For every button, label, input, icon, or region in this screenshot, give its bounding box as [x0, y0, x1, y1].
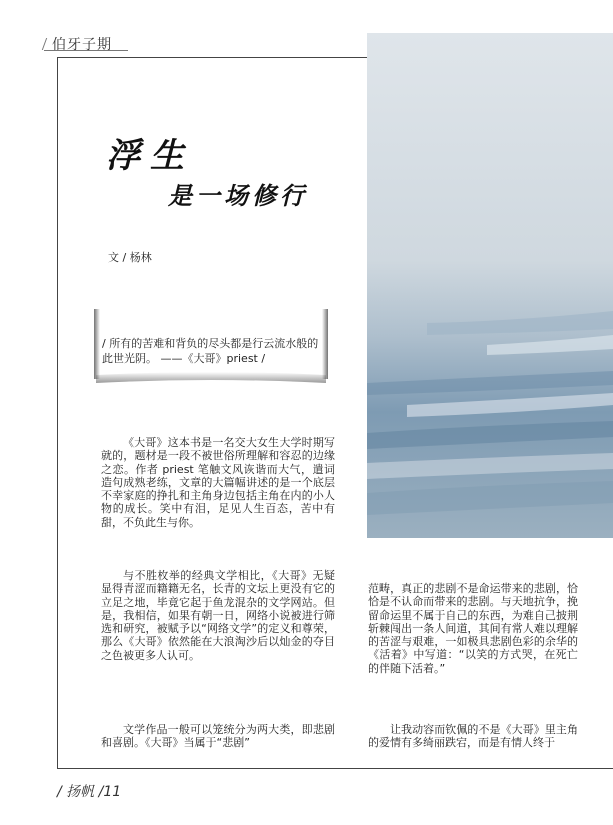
body-paragraph: 与不胜枚举的经典文学相比，《大哥》无疑显得青涩而籍籍无名，长青的文坛上更没有它的立足之地，毕竟它起于鱼龙混杂的文学网站。但是，我相信，如果有朝一日，网络小说被进行筛选和研究，被赋予以“网络文学”的定义和尊荣，那么《大哥》依然能在大浪淘沙后以灿金的夺目之色被更多人认可。	[101, 569, 335, 662]
body-paragraph: 范畴，真正的悲剧不是命运带来的悲剧，恰恰是不认命而带来的悲剧。与天地抗争，挽留命运里不属于自己的东西，为难自己披荆斩棘闯出一条人间道，其间有常人难以理解的苦涩与艰难，一如极具悲剧色彩的余华的《活着》中写道：“以笑的方式哭，在死亡的伴随下活着。”	[368, 582, 578, 675]
pullquote-text: / 所有的苦难和背负的尽头都是行云流水般的此世光阴。 ——《大哥》priest /	[102, 337, 319, 365]
sea-photo	[367, 33, 613, 538]
body-column-left-3	[101, 723, 335, 750]
body-paragraph: 《大哥》这本书是一名交大女生大学时期写就的，题材是一段不被世俗所理解和容忍的边缘之恋。作者 priest 笔触文风诙谐而大气，遣词造句成熟老练，文章的大篇幅讲述的是一个底层不幸家庭的挣扎和主角身边包括主角在内的小人物的成长。笑中有泪，足见人生百态，苦中有甜，不负此生与你。	[101, 436, 335, 529]
section-label: 伯牙子期	[52, 37, 112, 53]
byline: 文 / 杨林	[108, 251, 152, 264]
body-paragraph: 文学作品一般可以笼统分为两大类，即悲剧和喜剧。《大哥》当属于“悲剧”	[101, 723, 335, 750]
article-title: 浮生	[106, 136, 194, 176]
article-subtitle: 是一场修行	[168, 181, 308, 210]
body-column-right-2	[368, 723, 578, 750]
body-column-left-2	[101, 569, 335, 662]
body-paragraph: 让我动容而钦佩的不是《大哥》里主角的爱情有多绮丽跌宕，而是有情人终于	[368, 723, 578, 750]
body-column-left	[101, 436, 335, 529]
page-folio: / 扬帆 /11	[57, 784, 122, 800]
body-column-right	[368, 582, 578, 675]
